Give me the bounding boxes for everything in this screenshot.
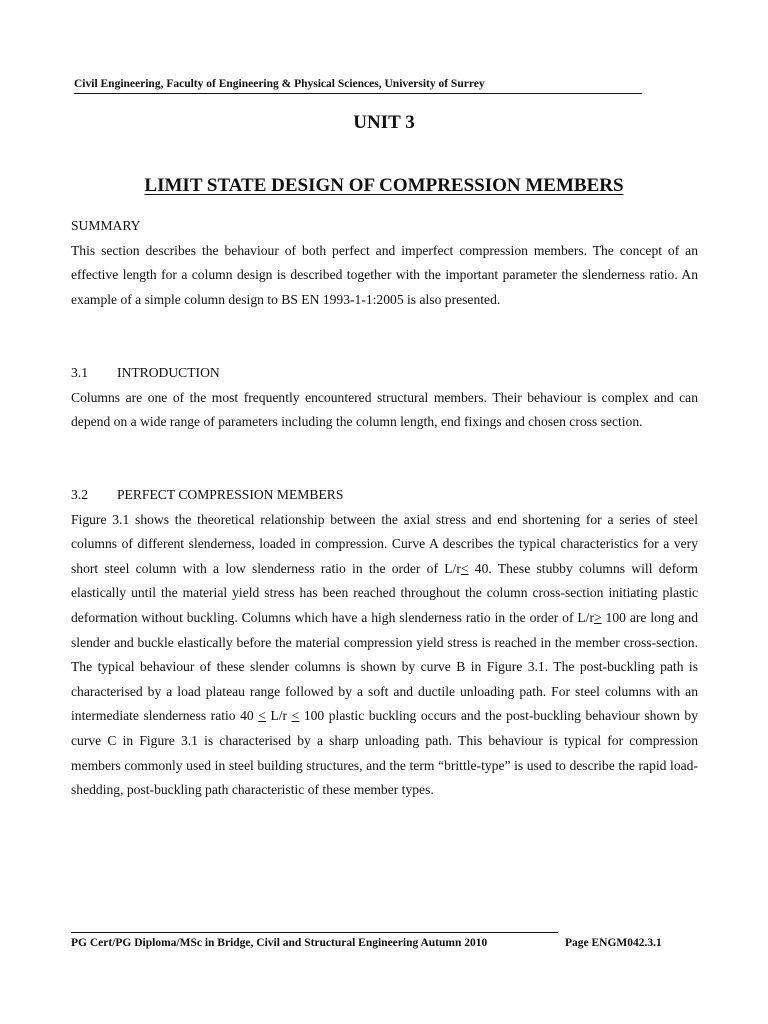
section-number: 3.2 bbox=[71, 487, 88, 502]
header-institution: Civil Engineering, Faculty of Engineering & Physical Sciences, University of Surrey bbox=[74, 78, 485, 90]
less-equal-symbol: < bbox=[258, 708, 266, 724]
footer-divider bbox=[71, 932, 558, 933]
less-equal-symbol: < bbox=[291, 708, 300, 724]
section-heading bbox=[71, 483, 698, 508]
footer-page-number: Page ENGM042.3.1 bbox=[565, 937, 662, 949]
section-introduction bbox=[71, 361, 698, 435]
section-title: PERFECT COMPRESSION MEMBERS bbox=[117, 487, 344, 502]
summary-text: This section describes the behaviour of both perfect and imperfect compression members. The concept of an effective length for a column design is described together with the important parameter the slenderness ratio. An example of a simple column design to BS EN 1993-1-1:2005 is also presented. bbox=[71, 242, 698, 307]
section-text: Columns are one of the most frequently encountered structural members. Their behaviour is complex and can depend on a wide range of parameters including the column length, end fixings and chosen cross section. bbox=[71, 389, 698, 430]
less-equal-symbol: < bbox=[460, 560, 469, 576]
section-number: 3.1 bbox=[71, 365, 88, 380]
main-title: LIMIT STATE DESIGN OF COMPRESSION MEMBERS bbox=[144, 175, 624, 196]
summary-heading: SUMMARY bbox=[71, 218, 141, 233]
section-perfect-compression bbox=[71, 483, 698, 803]
greater-equal-symbol: > bbox=[593, 609, 602, 625]
footer-course: PG Cert/PG Diploma/MSc in Bridge, Civil and Structural Engineering Autumn 2010 bbox=[71, 937, 488, 949]
page-header bbox=[74, 76, 642, 94]
section-heading bbox=[71, 361, 698, 386]
summary-section bbox=[71, 214, 698, 312]
section-title: INTRODUCTION bbox=[117, 365, 220, 380]
section-text: Figure 3.1 shows the theoretical relationship between the axial stress and end shortening for a series of steel columns of different slenderness, loaded in compression. Curve A describes the typical characteristics for a very short steel column with a low slenderness ratio in the order of L/r< 40. These stubby columns will deform elastically until the material yield stress has been reached throughout the column cross-section initiating plastic deformation without buckling. Columns which have a high slenderness ratio in the order of L/r> 100 are long and slender and buckle elastically before the material compression yield stress is reached in the member cross-section. The typical behaviour of these slender columns is shown by curve B in Figure 3.1. The post-buckling path is characterised by a load plateau range followed by a soft and ductile unloading path. For steel columns with an intermediate slenderness ratio 40 < L/r < 100 plastic buckling occurs and the post-buckling behaviour shown by curve C in Figure 3.1 is characterised by a sharp unloading path. This behaviour is typical for compression members commonly used in steel building structures, and the term “brittle-type” is used to describe the rapid load-shedding, post-buckling path characteristic of these member types. bbox=[71, 511, 699, 798]
unit-title: UNIT 3 bbox=[353, 112, 415, 133]
